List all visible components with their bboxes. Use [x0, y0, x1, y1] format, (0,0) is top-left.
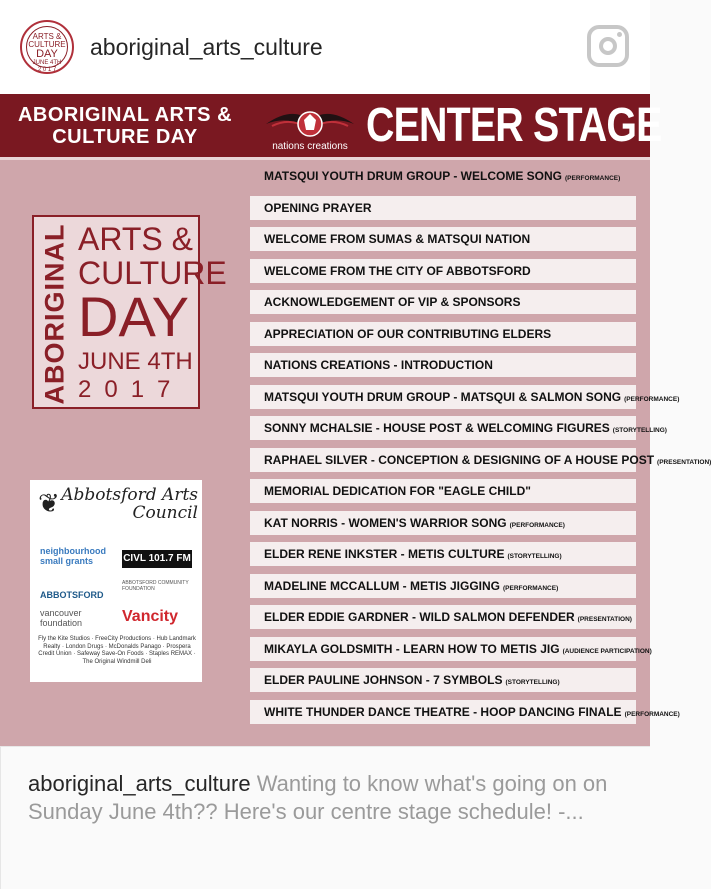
- instagram-dot: [617, 32, 622, 37]
- banner-event-title: ABORIGINAL ARTS & CULTURE DAY: [17, 104, 233, 148]
- schedule-row: [250, 322, 636, 346]
- acd-line-arts: ARTS &: [78, 221, 193, 257]
- schedule-row-text: APPRECIATION OF OUR CONTRIBUTING ELDERS: [264, 327, 552, 341]
- schedule-row-text: ELDER RENE INKSTER - METIS CULTURE: [264, 547, 505, 561]
- schedule-row: [250, 511, 636, 535]
- sponsor-vancity: Vancity: [122, 608, 179, 625]
- acd-line-day: DAY: [78, 285, 189, 348]
- acd-line-culture: CULTURE: [78, 255, 227, 291]
- avatar-line-5: 2 0 1 7: [37, 67, 57, 73]
- schedule-row: [250, 164, 636, 188]
- schedule-row-tag: (PRESENTATION): [657, 459, 711, 466]
- acd-line-year: 2017: [78, 376, 184, 403]
- schedule-row-tag: (PRESENTATION): [577, 616, 632, 623]
- avatar-line-4: JUNE 4TH: [32, 60, 62, 66]
- sponsors-panel: [30, 480, 202, 682]
- caption-divider: [0, 746, 650, 747]
- schedule-row-tag: (PERFORMANCE): [624, 711, 680, 718]
- schedule-row-text: ELDER EDDIE GARDNER - WILD SALMON DEFENDER: [264, 610, 575, 624]
- schedule-row-tag: (PERFORMANCE): [624, 396, 680, 403]
- schedule-row-tag: (PERFORMANCE): [503, 585, 559, 592]
- sponsor-neighbourhood-grants: neighbourhood small grants: [40, 546, 106, 566]
- schedule-row: [250, 542, 636, 566]
- sponsor-abbotsford: ABBOTSFORD: [40, 590, 104, 600]
- schedule-row-text: ACKNOWLEDGEMENT OF VIP & SPONSORS: [264, 295, 521, 309]
- schedule-row-tag: (STORYTELLING): [505, 679, 560, 686]
- schedule-row: [250, 637, 652, 661]
- schedule-row-text: KAT NORRIS - WOMEN'S WARRIOR SONG: [264, 516, 507, 530]
- schedule-row-tag: (PERFORMANCE): [565, 175, 621, 182]
- schedule-row-text: RAPHAEL SILVER - CONCEPTION & DESIGNING OF A HOUSE POST: [264, 453, 655, 467]
- post-username[interactable]: aboriginal_arts_culture: [90, 34, 323, 60]
- acd-vertical-text: ABORIGINAL: [39, 223, 70, 405]
- avatar-line-1: ARTS &: [32, 32, 62, 41]
- schedule-row: [250, 668, 636, 692]
- acd-line-date: JUNE 4TH: [78, 348, 193, 375]
- sponsor-small-print: Fly the Kite Studios · FreeCity Productions · Hub Landmark Realty · London Drugs · McDonalds Panago · Prospera Credit Union · Safeway Save-On Foods · Staples REMAX · The Original Windmill Deli: [38, 636, 196, 665]
- acd-vertical-wrapper: [40, 225, 70, 403]
- schedule-row-tag: (PERFORMANCE): [509, 522, 565, 529]
- banner-center-stage: CENTER STAGE: [366, 99, 662, 152]
- schedule-row: [250, 227, 636, 251]
- schedule-row: [250, 196, 636, 220]
- instagram-icon[interactable]: [587, 25, 629, 67]
- instagram-lens: [599, 37, 617, 55]
- schedule-row: [250, 385, 680, 409]
- arts-council-swirl-icon: ❦: [38, 488, 60, 518]
- schedule-row-text: ELDER PAULINE JOHNSON - 7 SYMBOLS: [264, 673, 503, 687]
- profile-avatar[interactable]: [20, 20, 74, 74]
- sponsor-civl: CIVL 101.7 FM: [122, 550, 192, 568]
- schedule-row: [250, 259, 636, 283]
- avatar-line-2: CULTURE: [28, 40, 66, 49]
- schedule-row-text: MEMORIAL DEDICATION FOR "EAGLE CHILD": [264, 484, 531, 498]
- schedule-row: [250, 574, 636, 598]
- schedule-row-text: MADELINE MCCALLUM - METIS JIGGING: [264, 579, 500, 593]
- schedule-row-tag: (STORYTELLING): [612, 427, 667, 434]
- post-image[interactable]: [0, 94, 711, 746]
- schedule-row: [250, 290, 636, 314]
- schedule-row-text: WHITE THUNDER DANCE THEATRE - HOOP DANCING FINALE: [264, 705, 622, 719]
- schedule-row-text: WELCOME FROM SUMAS & MATSQUI NATION: [264, 232, 531, 246]
- schedule-row-text: OPENING PRAYER: [264, 201, 372, 215]
- caption-text: Wanting to know what's going on on Sunday June 4th?? Here's our centre stage schedule! -...: [28, 771, 608, 824]
- schedule-row-text: SONNY MCHALSIE - HOUSE POST & WELCOMING FIGURES: [264, 421, 610, 435]
- schedule-row: [250, 416, 667, 440]
- arts-culture-day-logo: [32, 215, 227, 409]
- nations-creations-caption: nations creations: [272, 141, 348, 152]
- schedule-row-text: MATSQUI YOUTH DRUM GROUP - WELCOME SONG: [264, 169, 563, 183]
- arts-council-title: Abbotsford Arts Council: [61, 485, 198, 523]
- schedule-row-text: MATSQUI YOUTH DRUM GROUP - MATSQUI & SALMON SONG: [264, 390, 622, 404]
- sponsor-vancouver-foundation: vancouver foundation: [40, 608, 83, 628]
- schedule-row: [250, 353, 636, 377]
- schedule-row: [250, 605, 636, 629]
- schedule-row: [250, 479, 636, 503]
- schedule-row-text: NATIONS CREATIONS - INTRODUCTION: [264, 358, 493, 372]
- sponsor-abbotsford-foundation: ABBOTSFORD COMMUNITY FOUNDATION: [122, 580, 189, 592]
- schedule-row: [250, 448, 711, 472]
- schedule-row-tag: (STORYTELLING): [507, 553, 562, 560]
- schedule-row-text: MIKAYLA GOLDSMITH - LEARN HOW TO METIS JIG: [264, 642, 560, 656]
- caption-username[interactable]: aboriginal_arts_culture: [28, 771, 251, 796]
- post-header: [0, 0, 650, 94]
- avatar-logo: [26, 26, 68, 73]
- schedule-row: [250, 700, 680, 724]
- poster-banner: [0, 94, 662, 160]
- schedule-row-tag: (AUDIENCE PARTICIPATION): [562, 648, 652, 655]
- avatar-line-3: DAY: [36, 48, 58, 60]
- post-caption[interactable]: [28, 770, 628, 826]
- schedule-row-text: WELCOME FROM THE CITY OF ABBOTSFORD: [264, 264, 531, 278]
